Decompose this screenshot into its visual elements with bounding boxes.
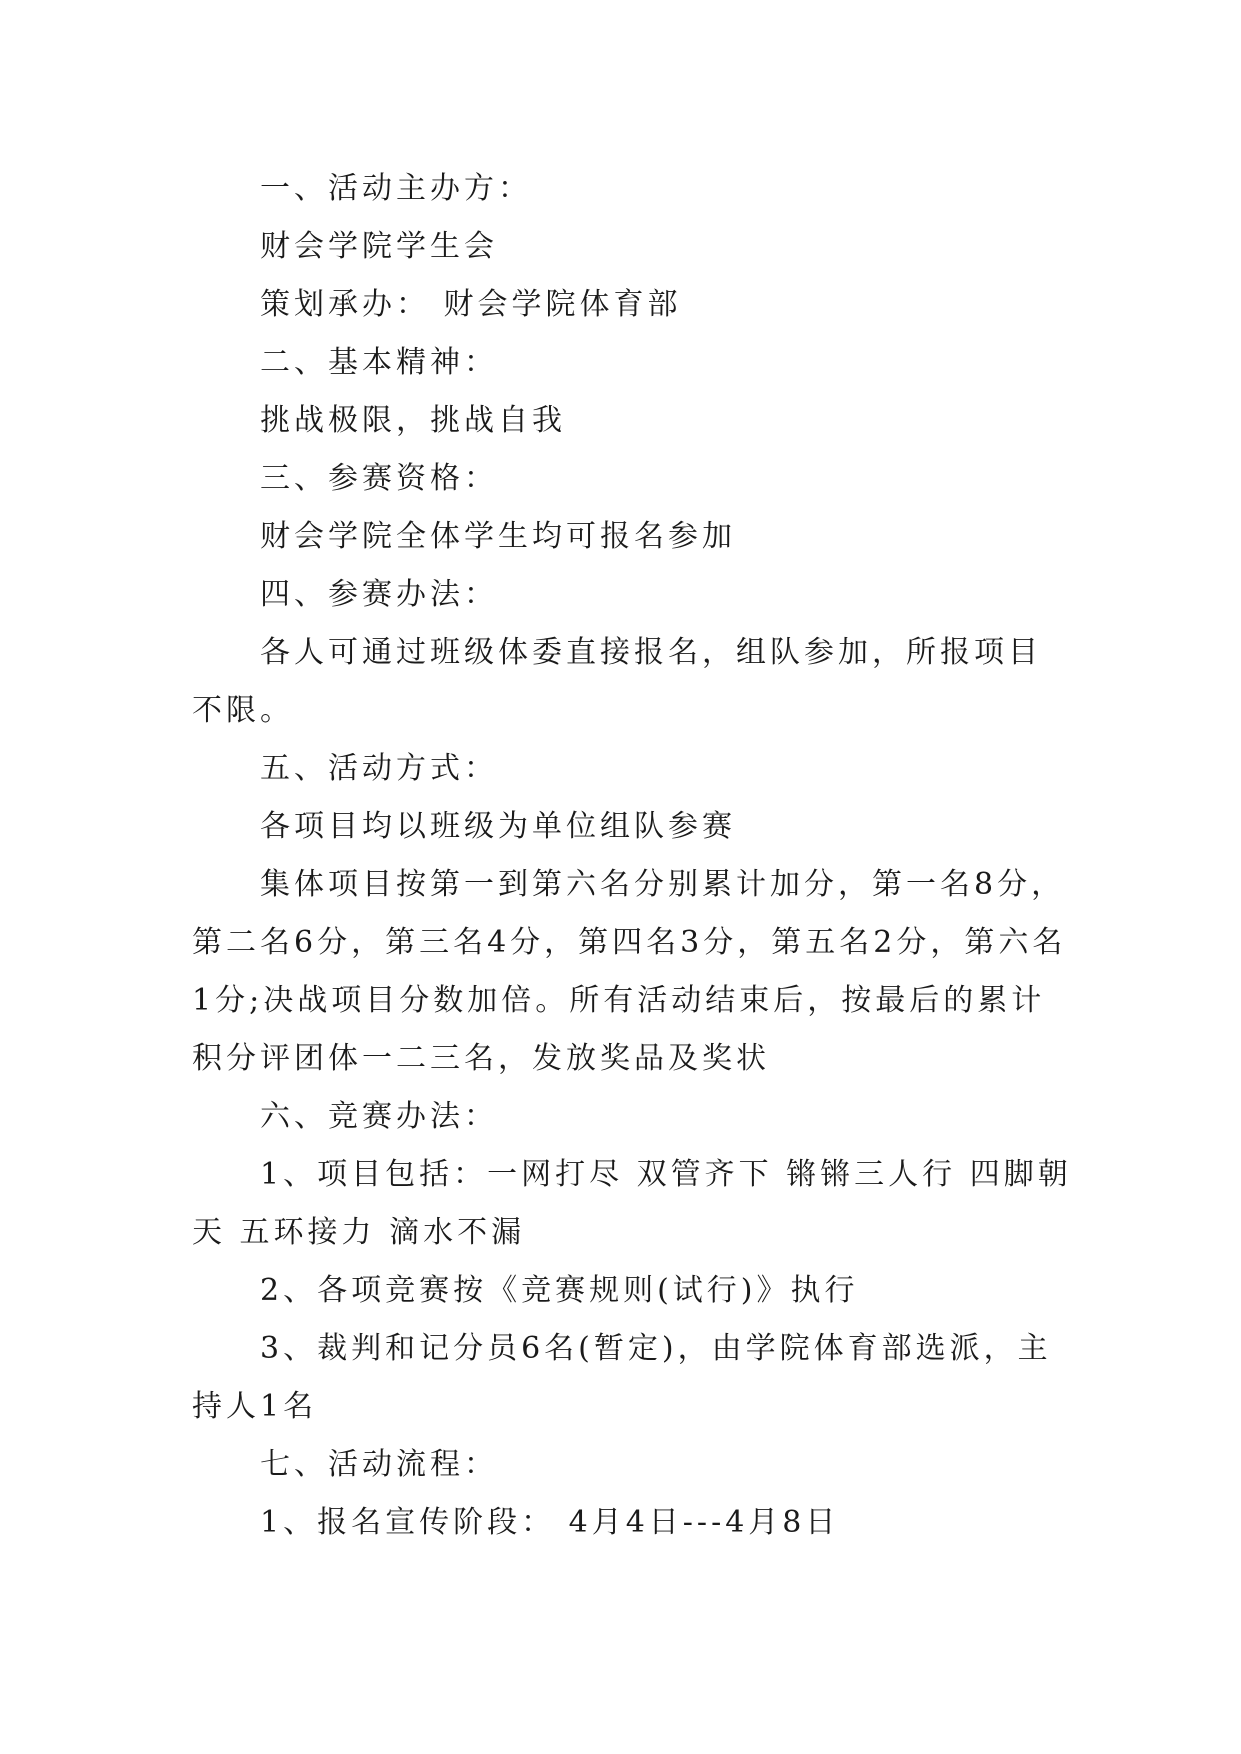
paragraph-registration-phase: 1、报名宣传阶段： 4月4日---4月8日 (260, 1505, 840, 1540)
paragraph-team-unit: 各项目均以班级为单位组队参赛 (260, 809, 736, 844)
heading-eligibility: 三、参赛资格： (260, 461, 498, 496)
paragraph-eligibility: 财会学院全体学生均可报名参加 (260, 519, 736, 554)
heading-organizer: 一、活动主办方： (260, 171, 532, 206)
heading-participation: 四、参赛办法： (260, 577, 498, 612)
heading-activity-format: 五、活动方式： (260, 751, 498, 786)
paragraph-rules: 2、各项竞赛按《竞赛规则(试行)》执行 (260, 1273, 859, 1308)
paragraph-spirit: 挑战极限，挑战自我 (260, 403, 566, 438)
heading-basic-spirit: 二、基本精神： (260, 345, 498, 380)
paragraph-planner: 策划承办： 财会学院体育部 (260, 287, 682, 322)
paragraph-scoring: 集体项目按第一到第六名分别累计加分，第一名8分，第二名6分，第三名4分，第四名3分，第五名2分，第六名1分;决战项目分数加倍。所有活动结束后，按最后的累计积分评团体一二三名，发放奖品及奖状 (192, 867, 1067, 1076)
paragraph-participation: 各人可通过班级体委直接报名，组队参加，所报项目不限。 (192, 635, 1042, 728)
paragraph-referees: 3、裁判和记分员6名(暂定)，由学院体育部选派，主持人1名 (192, 1331, 1052, 1424)
document-body (192, 160, 1072, 1552)
paragraph-organizer-name: 财会学院学生会 (260, 229, 498, 264)
heading-process: 七、活动流程： (260, 1447, 498, 1482)
paragraph-events: 1、项目包括：一网打尽 双管齐下 锵锵三人行 四脚朝天 五环接力 滴水不漏 (192, 1157, 1072, 1250)
heading-competition-rules: 六、竞赛办法： (260, 1099, 498, 1134)
